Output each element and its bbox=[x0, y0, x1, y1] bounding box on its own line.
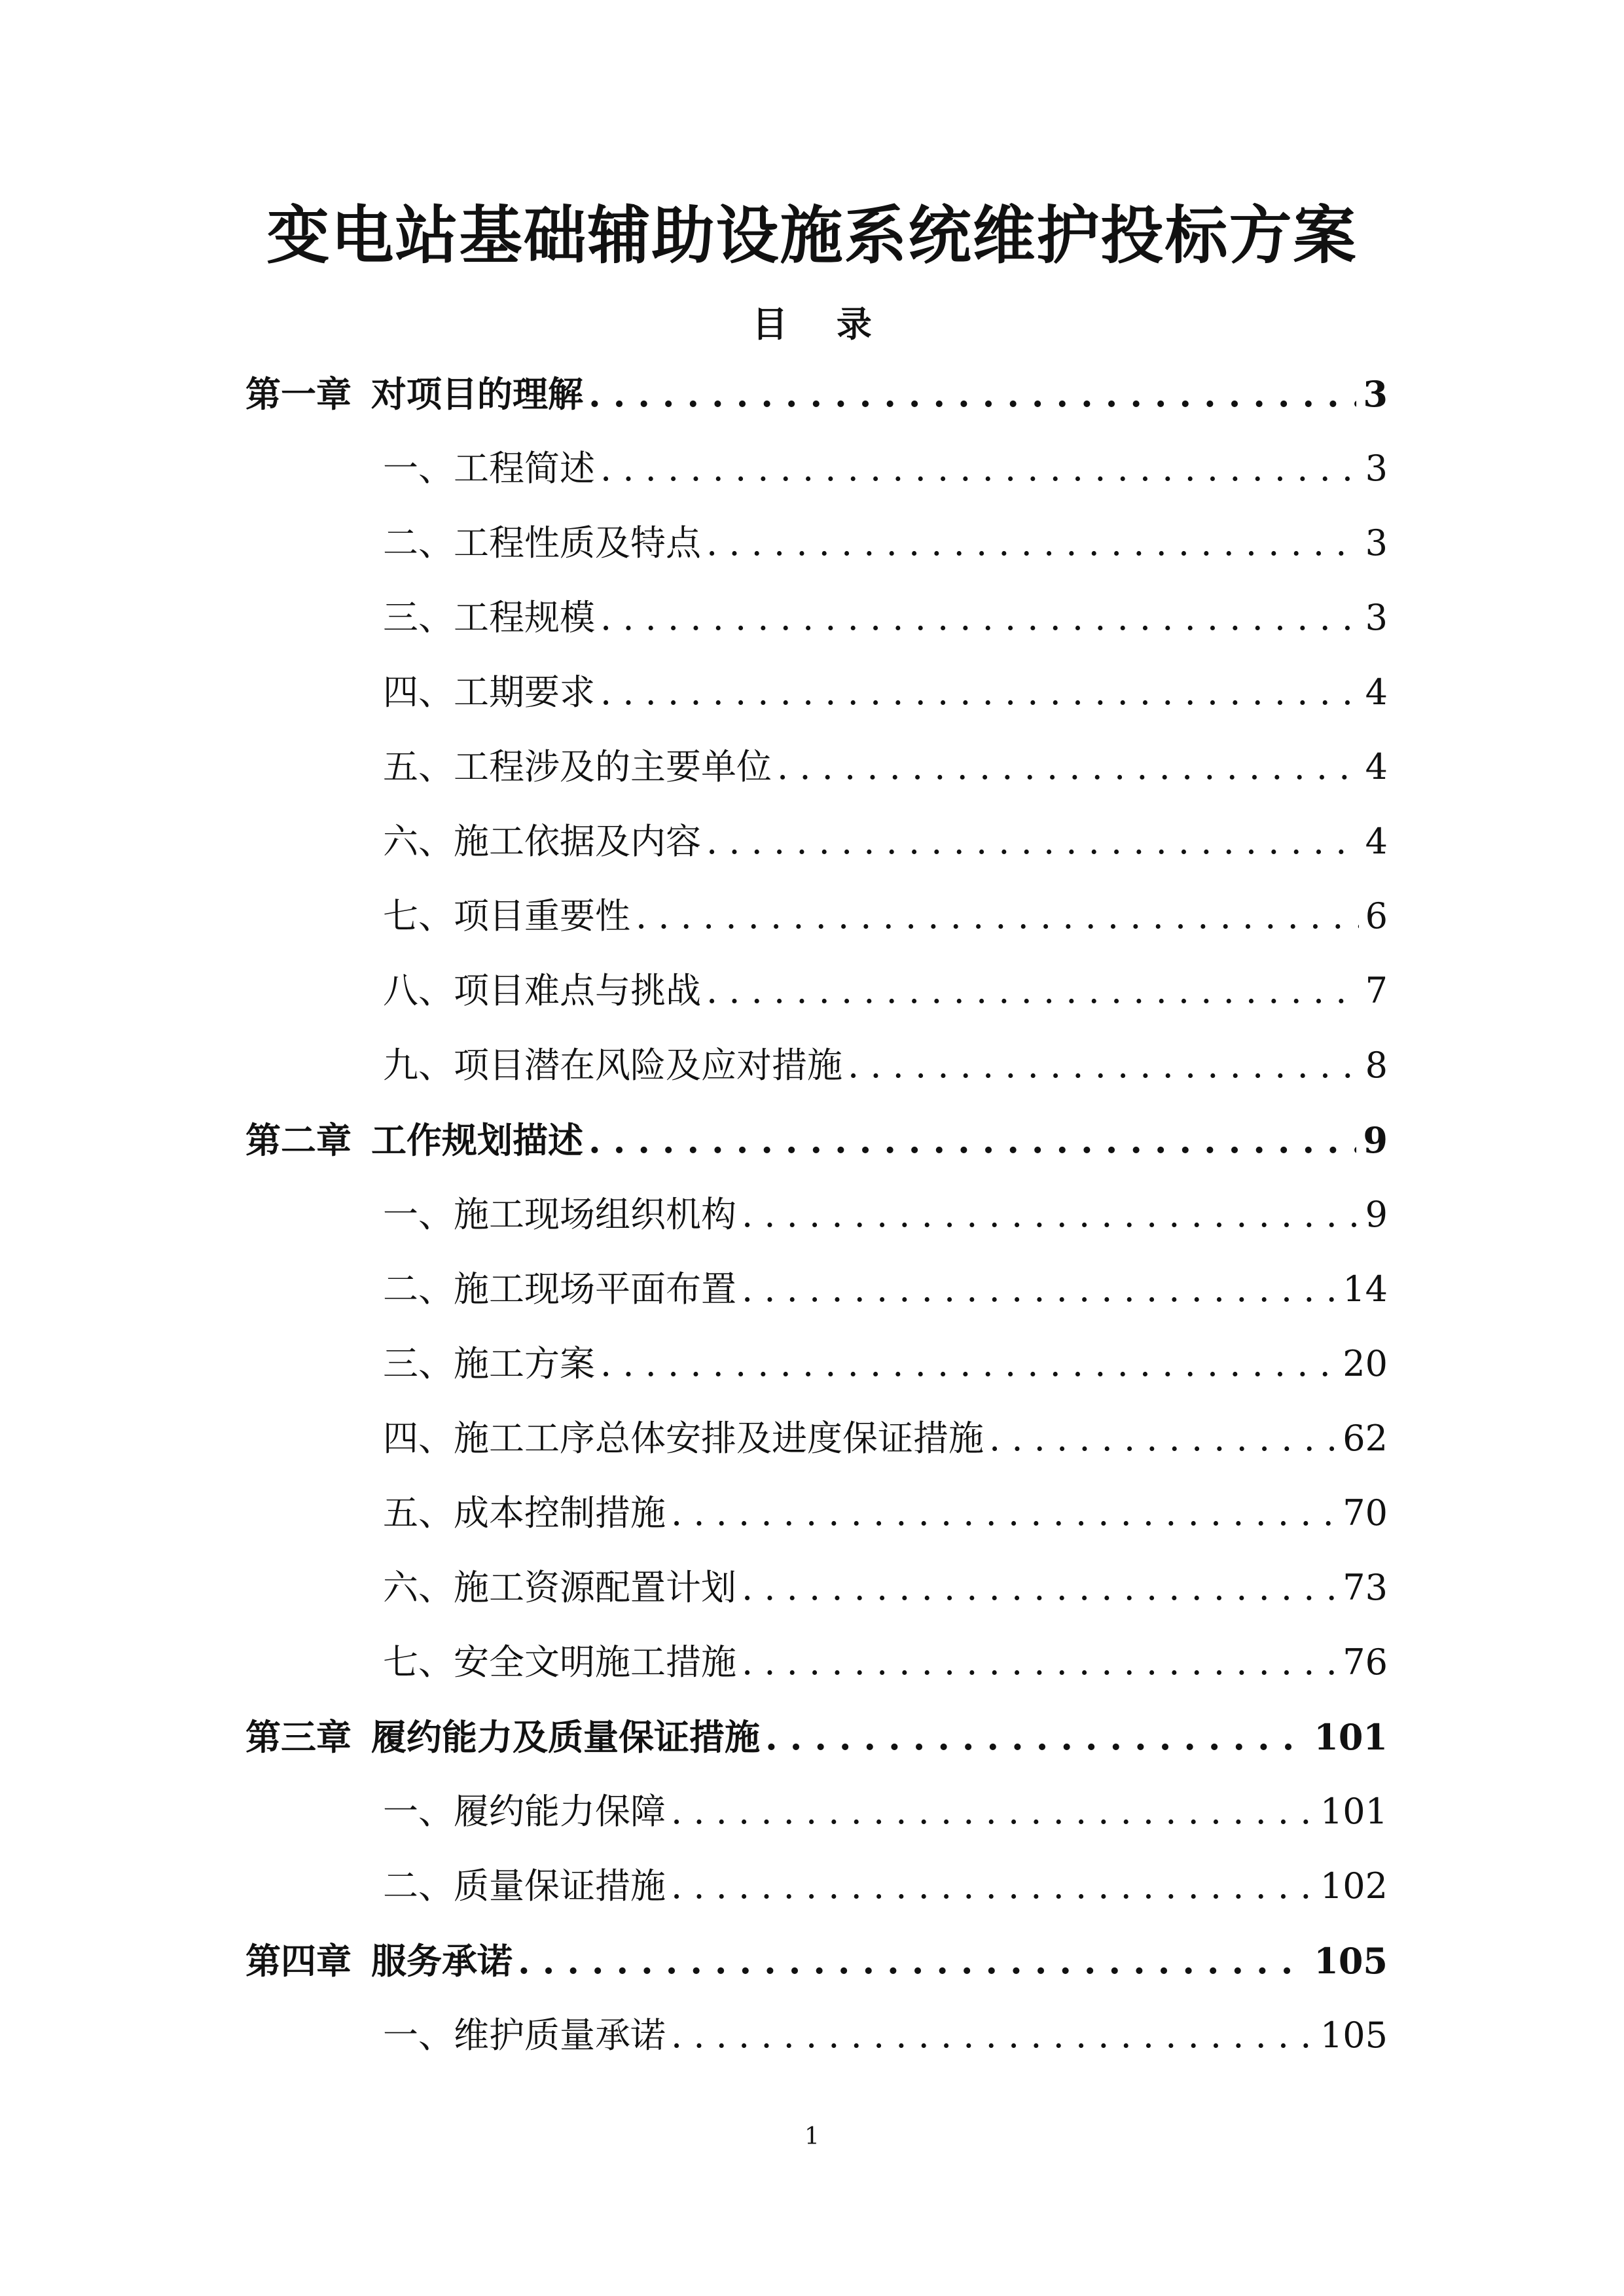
toc-entry-label bbox=[383, 1998, 666, 2073]
toc-entry-label bbox=[245, 1700, 760, 1774]
toc-dot-leader bbox=[742, 1177, 1359, 1252]
toc-entry-title: 二、施工现场平面布置 bbox=[383, 1268, 736, 1310]
toc-chapter-entry[interactable] bbox=[245, 357, 1388, 431]
toc-page-number: 8 bbox=[1365, 1045, 1388, 1086]
toc-section-entry[interactable] bbox=[245, 581, 1388, 655]
toc-section-entry[interactable] bbox=[245, 1252, 1388, 1327]
toc-page-number: 76 bbox=[1343, 1641, 1388, 1683]
toc-section-entry[interactable] bbox=[245, 1774, 1388, 1849]
table-of-contents bbox=[245, 357, 1388, 2073]
toc-entry-label bbox=[383, 879, 630, 954]
toc-entry-title: 一、维护质量承诺 bbox=[383, 2015, 666, 2056]
toc-chapter-entry[interactable] bbox=[245, 1103, 1388, 1177]
toc-dot-leader bbox=[742, 1252, 1336, 1327]
toc-section-entry[interactable] bbox=[245, 1551, 1388, 1625]
toc-entry-title: 三、施工方案 bbox=[383, 1343, 595, 1384]
toc-page-number: 9 bbox=[1365, 1194, 1388, 1235]
toc-entry-label bbox=[383, 1028, 842, 1103]
toc-page-number: 4 bbox=[1365, 821, 1388, 862]
toc-dot-leader bbox=[989, 1401, 1336, 1476]
toc-chapter-number: 第三章 bbox=[245, 1716, 352, 1758]
toc-page-number: 20 bbox=[1343, 1343, 1388, 1384]
toc-section-entry[interactable] bbox=[245, 1401, 1388, 1476]
toc-entry-title: 五、工程涉及的主要单位 bbox=[383, 746, 772, 787]
toc-chapter-number: 第四章 bbox=[245, 1940, 352, 1982]
toc-section-entry[interactable] bbox=[245, 431, 1388, 506]
toc-entry-title: 履约能力及质量保证措施 bbox=[371, 1716, 760, 1758]
toc-entry-label bbox=[383, 1327, 595, 1401]
toc-dot-leader bbox=[742, 1551, 1336, 1625]
toc-dot-leader bbox=[742, 1625, 1336, 1700]
toc-entry-title: 一、施工现场组织机构 bbox=[383, 1194, 736, 1235]
toc-entry-label bbox=[383, 581, 595, 655]
toc-entry-title: 七、安全文明施工措施 bbox=[383, 1641, 736, 1683]
toc-dot-leader bbox=[671, 1998, 1314, 2073]
toc-dot-leader bbox=[600, 1327, 1336, 1401]
toc-page-number: 14 bbox=[1343, 1268, 1388, 1310]
toc-section-entry[interactable] bbox=[245, 1177, 1388, 1252]
toc-chapter-entry[interactable] bbox=[245, 1924, 1388, 1998]
toc-entry-title: 九、项目潜在风险及应对措施 bbox=[383, 1045, 842, 1086]
toc-entry-title: 八、项目难点与挑战 bbox=[383, 970, 701, 1011]
toc-dot-leader bbox=[636, 879, 1359, 954]
toc-entry-label bbox=[383, 431, 595, 506]
toc-page-number: 4 bbox=[1365, 746, 1388, 787]
toc-section-entry[interactable] bbox=[245, 954, 1388, 1028]
toc-dot-leader bbox=[706, 804, 1359, 879]
toc-entry-label bbox=[383, 1849, 666, 1924]
toc-dot-leader bbox=[588, 357, 1356, 431]
toc-page-number: 105 bbox=[1314, 1940, 1388, 1982]
toc-entry-title: 四、施工工序总体安排及进度保证措施 bbox=[383, 1418, 984, 1459]
toc-entry-title: 一、工程简述 bbox=[383, 448, 595, 489]
toc-dot-leader bbox=[518, 1924, 1307, 1998]
toc-page-number: 3 bbox=[1365, 597, 1388, 638]
toc-chapter-entry[interactable] bbox=[245, 1700, 1388, 1774]
toc-page-number: 9 bbox=[1363, 1119, 1388, 1161]
toc-page-number: 73 bbox=[1343, 1567, 1388, 1608]
toc-chapter-number: 第二章 bbox=[245, 1119, 352, 1161]
toc-entry-label bbox=[383, 730, 772, 804]
toc-entry-label bbox=[245, 1103, 583, 1177]
page-number: 1 bbox=[804, 2123, 820, 2150]
toc-entry-title: 二、质量保证措施 bbox=[383, 1865, 666, 1907]
toc-section-entry[interactable] bbox=[245, 804, 1388, 879]
toc-page-number: 7 bbox=[1365, 970, 1388, 1011]
toc-page-number: 101 bbox=[1314, 1716, 1388, 1758]
toc-dot-leader bbox=[848, 1028, 1359, 1103]
toc-page-number: 3 bbox=[1365, 448, 1388, 489]
toc-entry-label bbox=[383, 954, 701, 1028]
toc-dot-leader bbox=[588, 1103, 1356, 1177]
toc-entry-title: 四、工期要求 bbox=[383, 672, 595, 713]
toc-page-number: 102 bbox=[1320, 1865, 1388, 1907]
toc-entry-label bbox=[383, 506, 701, 581]
toc-section-entry[interactable] bbox=[245, 1625, 1388, 1700]
toc-section-entry[interactable] bbox=[245, 506, 1388, 581]
toc-dot-leader bbox=[706, 506, 1359, 581]
document-title: 变电站基础辅助设施系统维护投标方案 bbox=[266, 198, 1358, 272]
toc-heading: 目 录 bbox=[752, 303, 890, 345]
toc-page-number: 70 bbox=[1343, 1492, 1388, 1534]
toc-section-entry[interactable] bbox=[245, 730, 1388, 804]
toc-entry-label bbox=[245, 357, 583, 431]
toc-dot-leader bbox=[706, 954, 1359, 1028]
toc-entry-title: 三、工程规模 bbox=[383, 597, 595, 638]
toc-section-entry[interactable] bbox=[245, 1028, 1388, 1103]
toc-entry-label bbox=[383, 1476, 666, 1551]
toc-page-number: 3 bbox=[1363, 373, 1388, 415]
toc-dot-leader bbox=[671, 1476, 1336, 1551]
toc-entry-label bbox=[383, 1774, 666, 1849]
toc-page-number: 105 bbox=[1320, 2015, 1388, 2056]
toc-section-entry[interactable] bbox=[245, 1476, 1388, 1551]
toc-entry-label bbox=[383, 1401, 984, 1476]
toc-chapter-number: 第一章 bbox=[245, 373, 352, 415]
toc-entry-title: 二、工程性质及特点 bbox=[383, 522, 701, 564]
toc-entry-label bbox=[383, 1252, 736, 1327]
toc-page-number: 6 bbox=[1365, 895, 1388, 937]
toc-dot-leader bbox=[777, 730, 1359, 804]
toc-entry-title: 对项目的理解 bbox=[371, 373, 583, 415]
toc-entry-label bbox=[245, 1924, 513, 1998]
toc-entry-label bbox=[383, 1177, 736, 1252]
toc-entry-title: 五、成本控制措施 bbox=[383, 1492, 666, 1534]
toc-entry-label bbox=[383, 1551, 736, 1625]
toc-entry-title: 六、施工资源配置计划 bbox=[383, 1567, 736, 1608]
toc-page-number: 62 bbox=[1343, 1418, 1388, 1459]
toc-dot-leader bbox=[600, 581, 1359, 655]
toc-entry-title: 工作规划描述 bbox=[371, 1119, 583, 1161]
toc-entry-title: 六、施工依据及内容 bbox=[383, 821, 701, 862]
toc-dot-leader bbox=[765, 1700, 1307, 1774]
toc-page-number: 4 bbox=[1365, 672, 1388, 713]
toc-dot-leader bbox=[600, 655, 1359, 730]
toc-section-entry[interactable] bbox=[245, 1998, 1388, 2073]
toc-page-number: 3 bbox=[1365, 522, 1388, 564]
toc-section-entry[interactable] bbox=[245, 1327, 1388, 1401]
toc-page-number: 101 bbox=[1320, 1791, 1388, 1832]
toc-entry-label bbox=[383, 655, 595, 730]
toc-dot-leader bbox=[671, 1774, 1314, 1849]
toc-entry-label bbox=[383, 1625, 736, 1700]
toc-entry-title: 七、项目重要性 bbox=[383, 895, 630, 937]
toc-dot-leader bbox=[671, 1849, 1314, 1924]
toc-dot-leader bbox=[600, 431, 1359, 506]
toc-section-entry[interactable] bbox=[245, 655, 1388, 730]
toc-section-entry[interactable] bbox=[245, 879, 1388, 954]
toc-entry-title: 服务承诺 bbox=[371, 1940, 513, 1982]
toc-section-entry[interactable] bbox=[245, 1849, 1388, 1924]
toc-entry-label bbox=[383, 804, 701, 879]
toc-entry-title: 一、履约能力保障 bbox=[383, 1791, 666, 1832]
